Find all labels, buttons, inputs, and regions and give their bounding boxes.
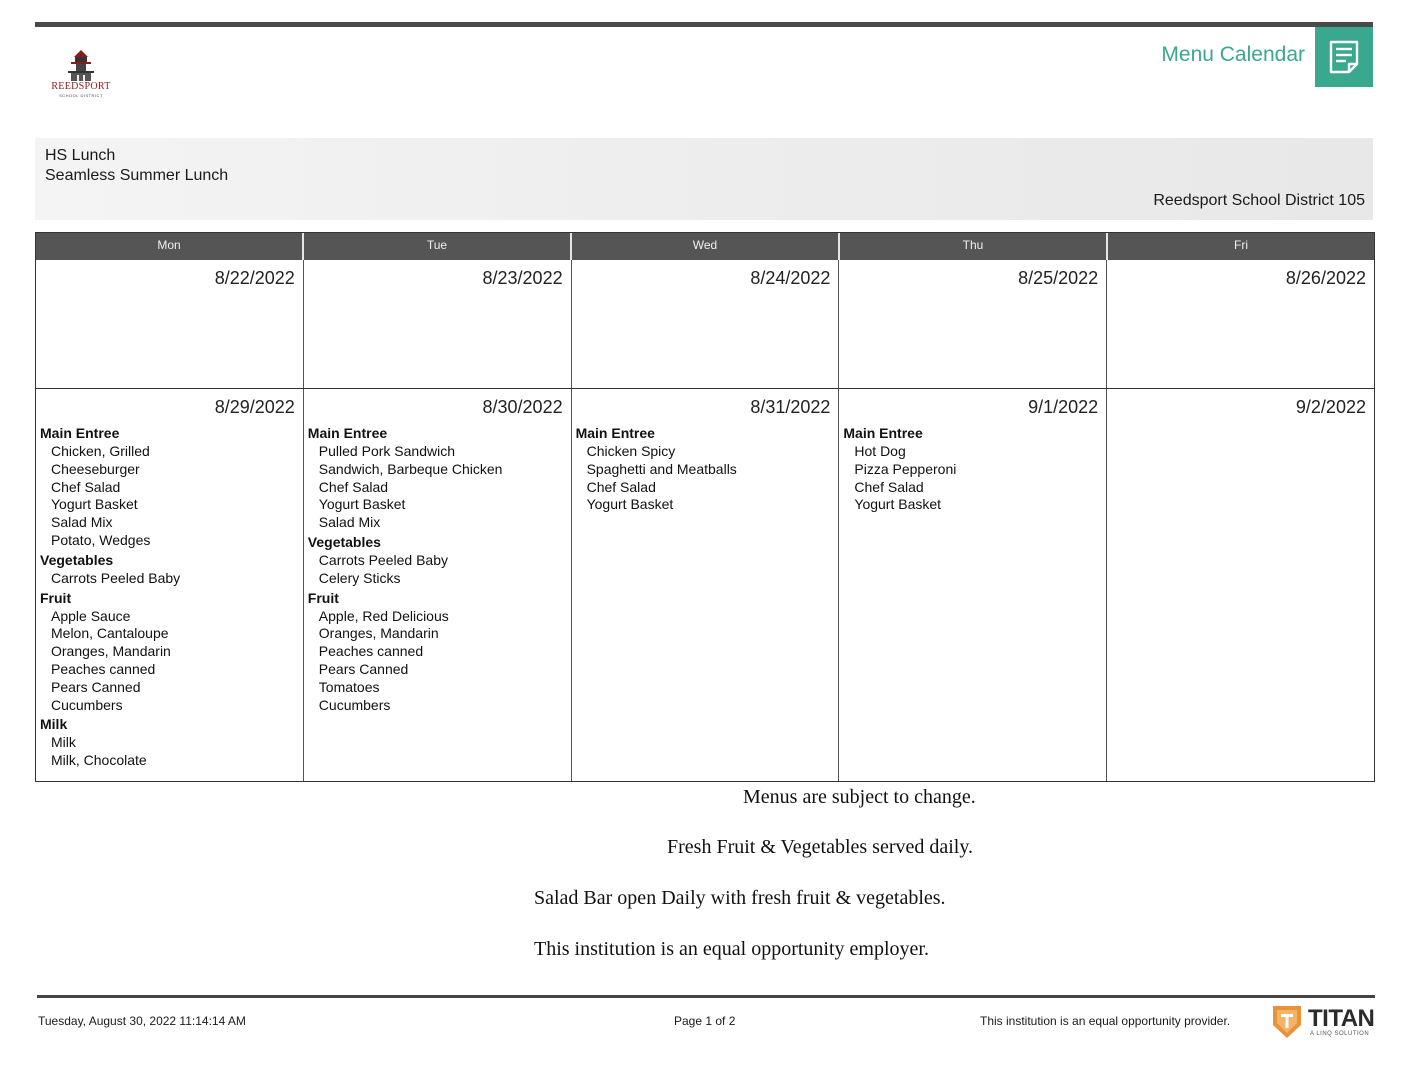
day-cell: [36, 260, 304, 388]
menu-item-list: [40, 423, 299, 770]
menu-calendar-grid: [35, 232, 1375, 782]
menu-item: Pears Canned: [318, 660, 409, 677]
menu-item: Cheeseburger: [51, 460, 140, 477]
top-rule: [35, 22, 1373, 27]
menu-header-band: [35, 138, 1373, 220]
note-equal-employer: This institution is an equal opportunity employer.: [534, 938, 929, 960]
menu-item: Pizza Pepperoni: [854, 460, 957, 477]
cell-date: 9/1/2022: [1028, 397, 1099, 417]
menu-item: Pears Canned: [51, 678, 141, 695]
menu-category: Main Entree: [40, 425, 120, 441]
menu-item: Salad Mix: [318, 514, 381, 531]
menu-item: Tomatoes: [318, 678, 380, 695]
menu-item: Carrots Peeled Baby: [318, 551, 448, 568]
menu-item: Sandwich, Barbeque Chicken: [318, 460, 503, 477]
cell-date: 8/22/2022: [214, 268, 295, 288]
menu-category: Fruit: [307, 589, 339, 606]
menu-item: Yogurt Basket: [586, 496, 674, 513]
menu-item: Hot Dog: [854, 443, 906, 459]
menu-item: Yogurt Basket: [51, 496, 138, 513]
menu-item-list: [576, 423, 835, 514]
district-logo: [44, 48, 118, 100]
menu-item: Melon, Cantaloupe: [51, 625, 169, 642]
menu-item: Oranges, Mandarin: [51, 643, 171, 660]
day-cell: [1107, 260, 1374, 388]
menu-item: Peaches canned: [318, 643, 424, 660]
day-header-tue: Tue: [304, 233, 572, 260]
menu-item: Potato, Wedges: [51, 531, 151, 548]
note-salad-bar: Salad Bar open Daily with fresh fruit & vegetables.: [534, 887, 946, 909]
menu-item: Milk, Chocolate: [51, 752, 147, 769]
menu-item: Chicken, Grilled: [51, 443, 150, 459]
day-cell: [304, 389, 572, 781]
menu-item: Celery Sticks: [318, 569, 401, 586]
logo-subtitle: SCHOOL DISTRICT: [59, 93, 103, 98]
menu-item: Apple Sauce: [51, 607, 131, 624]
day-cell: [36, 389, 304, 781]
menu-item: Yogurt Basket: [318, 496, 406, 513]
menu-item: Spaghetti and Meatballs: [586, 460, 737, 477]
menu-item: Milk: [51, 734, 76, 751]
menu-item: Chef Salad: [318, 478, 389, 495]
menu-item: Yogurt Basket: [854, 496, 942, 513]
lighthouse-icon: [44, 48, 118, 82]
cell-date: 8/23/2022: [482, 268, 563, 288]
menu-item: Cucumbers: [51, 696, 123, 713]
week-row-1: [36, 260, 1374, 389]
titan-brand: TITAN: [1308, 1005, 1375, 1032]
menu-item: Chicken Spicy: [586, 443, 676, 459]
day-cell: [1107, 389, 1374, 781]
menu-calendar-icon: [1315, 27, 1373, 87]
district-name: Reedsport School District 105: [1153, 192, 1365, 209]
day-cell: [839, 260, 1107, 388]
menu-category: Fruit: [40, 589, 72, 606]
day-header-mon: Mon: [36, 233, 304, 260]
day-cell: [572, 389, 840, 781]
bottom-rule: [37, 995, 1375, 998]
menu-category: Main Entree: [307, 425, 388, 441]
menu-name: HS Lunch: [45, 147, 116, 164]
menu-category: Vegetables: [307, 533, 381, 550]
note-fresh-daily: Fresh Fruit & Vegetables served daily.: [667, 836, 974, 858]
document-icon: [1327, 39, 1361, 75]
cell-date: 8/29/2022: [214, 397, 295, 417]
menu-calendar-title: Menu Calendar: [1161, 43, 1305, 66]
day-cell: [839, 389, 1107, 781]
menu-category: Milk: [40, 716, 68, 733]
menu-category: Main Entree: [575, 425, 655, 441]
titan-logo: [1270, 1003, 1382, 1043]
menu-item: Cucumbers: [318, 696, 391, 713]
cell-date: 9/2/2022: [1295, 397, 1366, 417]
cell-date: 8/30/2022: [482, 397, 563, 417]
footer-equal-provider: This institution is an equal opportunity provider.: [980, 1014, 1231, 1028]
menu-item-list: [843, 423, 1102, 514]
day-cell: [304, 260, 572, 388]
day-cell: [572, 260, 840, 388]
menu-item: Carrots Peeled Baby: [51, 569, 181, 586]
menu-item: Salad Mix: [51, 514, 113, 531]
menu-item: Oranges, Mandarin: [318, 625, 439, 642]
titan-shield-icon: [1270, 1003, 1304, 1041]
menu-item: Apple, Red Delicious: [318, 607, 449, 624]
menu-category: Vegetables: [40, 551, 114, 568]
program-name: Seamless Summer Lunch: [45, 167, 229, 184]
week-row-2: [36, 389, 1374, 781]
cell-date: 8/31/2022: [750, 397, 831, 417]
menu-item: Peaches canned: [51, 660, 156, 677]
menu-item-list: [308, 423, 567, 714]
menu-category: Main Entree: [843, 425, 923, 441]
footer-timestamp: Tuesday, August 30, 2022 11:14:14 AM: [38, 1014, 246, 1028]
day-header-row: [36, 233, 1374, 260]
cell-date: 8/26/2022: [1285, 268, 1366, 288]
logo-name: REEDSPORT: [51, 81, 111, 92]
menu-item: Chef Salad: [51, 478, 121, 495]
menu-item: Chef Salad: [854, 478, 924, 495]
day-header-fri: Fri: [1234, 238, 1248, 252]
menu-item: Pulled Pork Sandwich: [318, 443, 455, 459]
footer-page-number: Page 1 of 2: [674, 1014, 736, 1028]
cell-date: 8/25/2022: [1018, 268, 1099, 288]
menu-item: Chef Salad: [586, 478, 656, 495]
day-header-thu: Thu: [840, 233, 1108, 260]
day-header-wed: Wed: [572, 233, 840, 260]
titan-brand-sub: A LINQ SOLUTION: [1310, 1031, 1370, 1037]
cell-date: 8/24/2022: [750, 268, 831, 288]
note-subject-to-change: Menus are subject to change.: [743, 786, 976, 808]
